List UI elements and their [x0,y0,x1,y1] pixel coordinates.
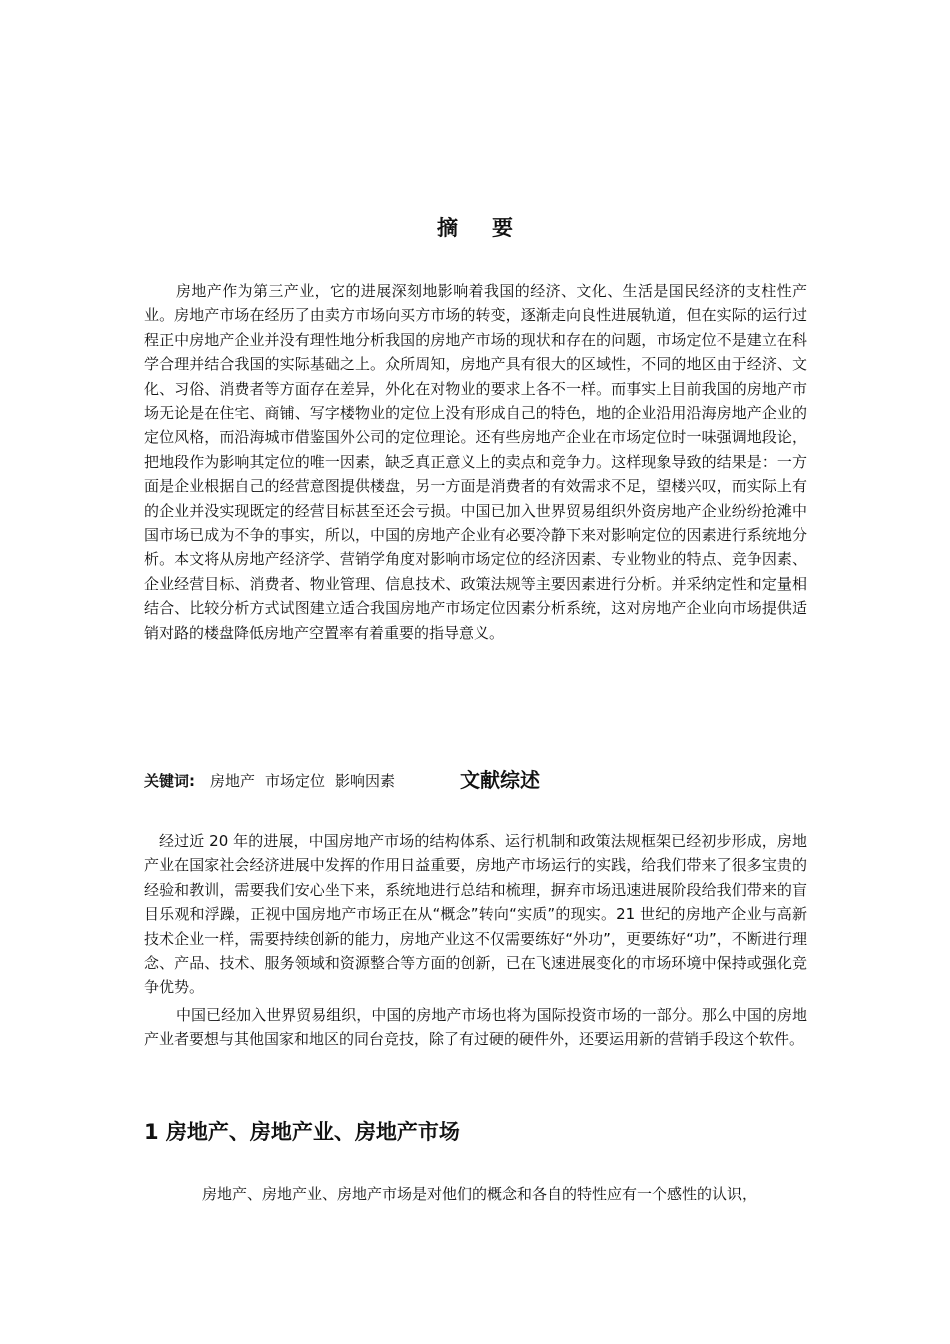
review-paragraph-1: 经过近 20 年的进展，中国房地产市场的结构体系、运行机制和政策法规框架已经初步形成，房地产业在国家社会经济进展中发挥的作用日益重要，房地产市场运行的实践，给我们带来了很多宝贵的经验和教训，需要我们安心坐下来，系统地进行总结和梳理，摒弃市场迅速进展阶段给我们带来的盲目乐观和浮躁，正视中国房地产市场正在从“概念”转向“实质”的现实。21 世纪的房地产企业与高新技术企业一样，需要持续创新的能力，房地产业这不仅需要练好“外功”，更要练好“功”，不断进行理念、产品、技术、服务领域和资源整合等方面的创新，已在飞速进展变化的市场环境中保持或强化竞争优势。 [144,832,807,997]
keywords-label: 关键词: [144,772,195,790]
abstract-title: 摘要 [437,216,547,240]
keyword-item: 影响因素 [335,772,396,790]
section-paragraph-1: 房地产、房地产业、房地产市场是对他们的概念和各自的特性应有一个感性的认识， [202,1185,758,1203]
keyword-item: 房地产 [210,772,256,790]
review-paragraph-2: 中国已经加入世界贸易组织，中国的房地产市场也将为国际投资市场的一部分。那么中国的房地产业者要想与其他国家和地区的同台竞技，除了有过硬的硬件外，还要运用新的营销手段这个软件。 [144,1006,807,1049]
keyword-item: 市场定位 [265,772,326,790]
keywords-list [210,770,405,791]
section-heading: 1 房地产、房地产业、房地产市场 [144,1120,460,1144]
literature-review-title: 文献综述 [460,768,540,792]
keywords-row [144,764,807,796]
abstract-body: 房地产作为第三产业，它的进展深刻地影响着我国的经济、文化、生活是国民经济的支柱性产业。房地产市场在经历了由卖方市场向买方市场的转变，逐渐走向良性进展轨道，但在实际的运行过程正中房地产企业并没有理性地分析我国的房地产市场的现状和存在的问题，市场定位不是建立在科学合理并结合我国的实际基础之上。众所周知，房地产具有很大的区域性，不同的地区由于经济、文化、习俗、消费者等方面存在差异，外化在对物业的要求上各不一样。而事实上目前我国的房地产市场无论是在住宅、商铺、写字楼物业的定位上没有形成自己的特色，地的企业沿用沿海房地产企业的定位风格，而沿海城市借鉴国外公司的定位理论。还有些房地产企业在市场定位时一味强调地段论，把地段作为影响其定位的唯一因素，缺乏真正意义上的卖点和竞争力。这样现象导致的结果是：一方面是企业根据自己的经营意图提供楼盘，另一方面是消费者的有效需求不足，望楼兴叹，而实际上有的企业并没实现既定的经营目标甚至还会亏损。中国已加入世界贸易组织外资房地产企业纷纷抢滩中国市场已成为不争的事实，所以，中国的房地产企业有必要冷静下来对影响定位的因素进行系统地分析。本文将从房地产经济学、营销学角度对影响市场定位的经济因素、专业物业的特点、竞争因素、企业经营目标、消费者、物业管理、信息技术、政策法规等主要因素进行分析。并采纳定性和定量相结合、比较分析方式试图建立适合我国房地产市场定位因素分析系统，这对房地产企业向市场提供适销对路的楼盘降低房地产空置率有着重要的指导意义。 [144,282,807,642]
